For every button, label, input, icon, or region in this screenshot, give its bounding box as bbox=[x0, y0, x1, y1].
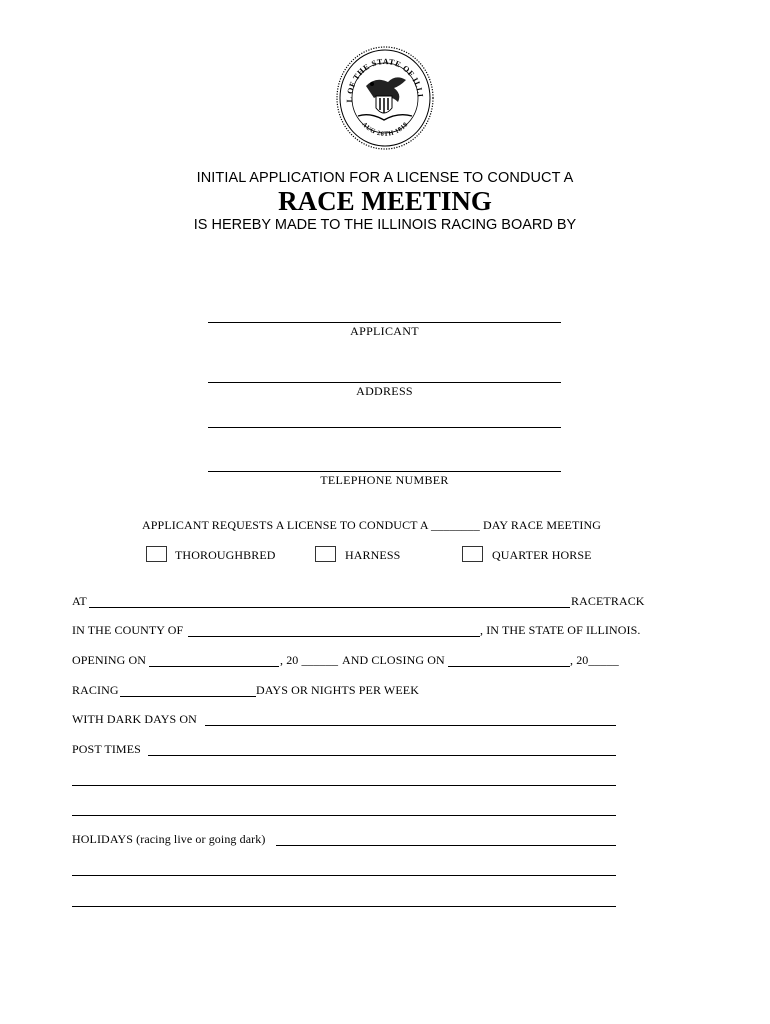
racetrack-field[interactable] bbox=[89, 607, 570, 608]
county-field[interactable] bbox=[188, 636, 480, 637]
racing-days-field[interactable] bbox=[120, 696, 256, 697]
harness-checkbox[interactable] bbox=[315, 546, 336, 562]
quarter-horse-checkbox[interactable] bbox=[462, 546, 483, 562]
form-subtitle: INITIAL APPLICATION FOR A LICENSE TO CONDUCT A bbox=[196, 170, 574, 186]
request-text-after: DAY RACE MEETING bbox=[482, 518, 602, 532]
illinois-seal-icon bbox=[336, 46, 434, 150]
applicant-label: APPLICANT bbox=[350, 324, 419, 338]
telephone-label: TELEPHONE NUMBER bbox=[320, 473, 449, 487]
holidays-field-2[interactable] bbox=[72, 875, 616, 876]
request-text bbox=[142, 518, 601, 533]
closing-label: AND CLOSING ON bbox=[342, 653, 445, 667]
form-intro: IS HEREBY MADE TO THE ILLINOIS RACING BOARD BY bbox=[193, 217, 577, 233]
holidays-field[interactable] bbox=[276, 845, 616, 846]
seal-lower-text: AUG 26TH 1818 bbox=[360, 120, 410, 138]
address-field-line1[interactable] bbox=[208, 382, 561, 383]
thoroughbred-label: THOROUGHBRED bbox=[175, 548, 276, 562]
applicant-field[interactable] bbox=[208, 322, 561, 323]
quarter-horse-label: QUARTER HORSE bbox=[492, 548, 592, 562]
closing-date-field[interactable] bbox=[448, 666, 570, 667]
racetrack-label: RACETRACK bbox=[571, 594, 645, 608]
post-times-label: POST TIMES bbox=[72, 742, 141, 756]
racing-label: RACING bbox=[72, 683, 119, 697]
dark-days-label: WITH DARK DAYS ON bbox=[72, 712, 197, 726]
holidays-label: HOLIDAYS (racing live or going dark) bbox=[72, 832, 266, 846]
address-field-line2[interactable] bbox=[208, 427, 561, 428]
address-label: ADDRESS bbox=[356, 384, 413, 398]
state-label: , IN THE STATE OF ILLINOIS. bbox=[480, 623, 641, 637]
request-text-before: APPLICANT REQUESTS A LICENSE TO CONDUCT A bbox=[142, 518, 428, 532]
telephone-field[interactable] bbox=[208, 471, 561, 472]
form-title: RACE MEETING bbox=[278, 186, 492, 216]
closing-year-field[interactable]: , 20_____ bbox=[570, 653, 619, 667]
at-label: AT bbox=[72, 594, 87, 608]
days-per-week-label: DAYS OR NIGHTS PER WEEK bbox=[256, 683, 419, 697]
thoroughbred-checkbox[interactable] bbox=[146, 546, 167, 562]
holidays-field-3[interactable] bbox=[72, 906, 616, 907]
dark-days-field[interactable] bbox=[205, 725, 616, 726]
opening-date-field[interactable] bbox=[149, 666, 279, 667]
county-label: IN THE COUNTY OF bbox=[72, 623, 184, 637]
opening-label: OPENING ON bbox=[72, 653, 146, 667]
opening-year-field[interactable]: , 20 ______ bbox=[280, 653, 339, 667]
post-times-field-2[interactable] bbox=[72, 785, 616, 786]
post-times-field[interactable] bbox=[148, 755, 616, 756]
seal-upper-text: L OF THE STATE OF ILLI bbox=[344, 56, 425, 103]
post-times-field-3[interactable] bbox=[72, 815, 616, 816]
state-seal bbox=[336, 46, 434, 150]
harness-label: HARNESS bbox=[345, 548, 401, 562]
day-count-field[interactable]: ________ bbox=[431, 518, 480, 532]
eagle-icon bbox=[358, 77, 412, 120]
